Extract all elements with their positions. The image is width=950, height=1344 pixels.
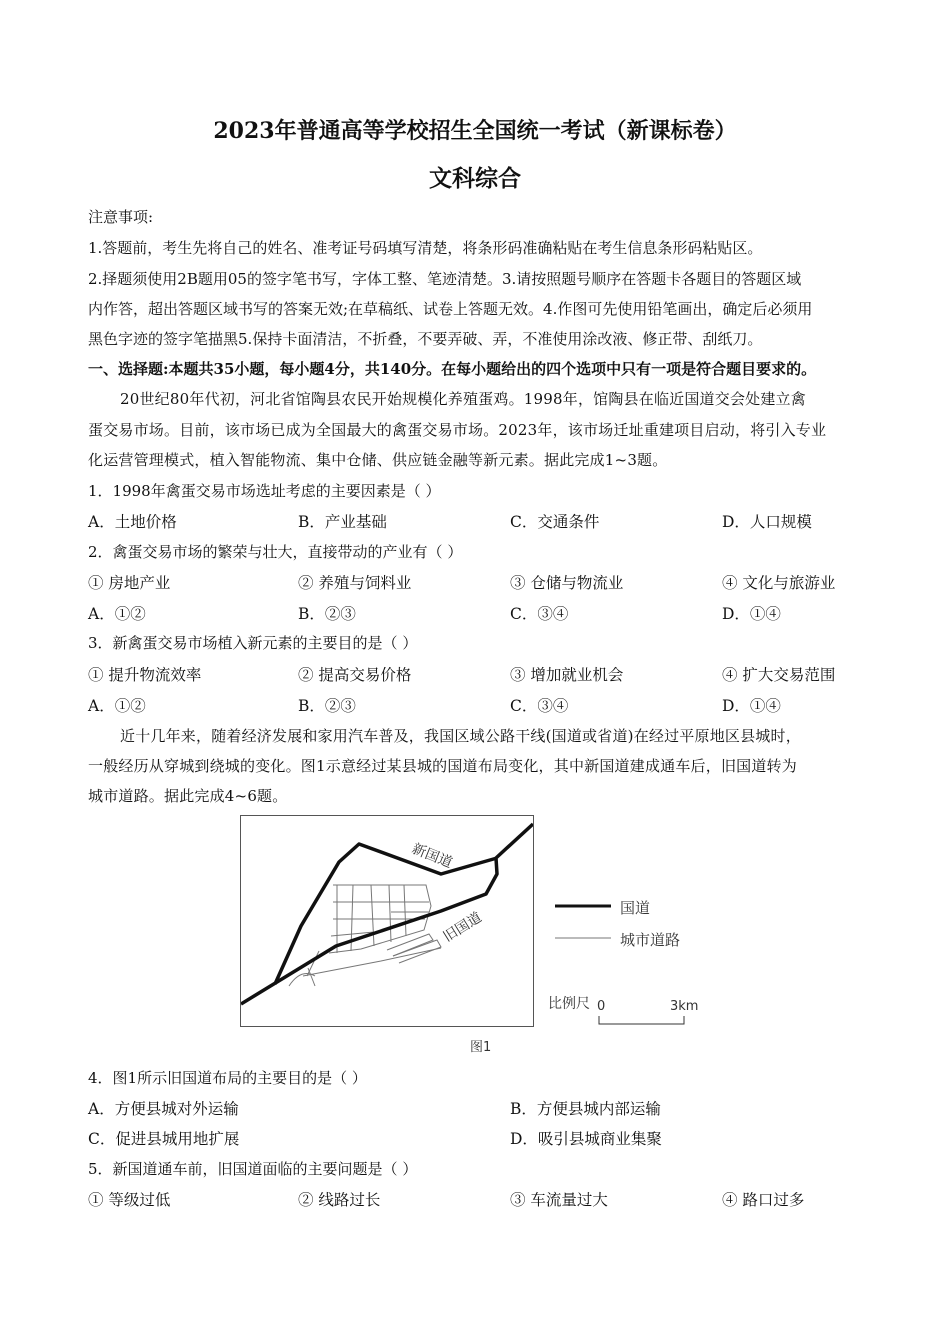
notice-line: 1.答题前，考生先将自己的姓名、准考证号码填写清楚，将条形码准确粘贴在考生信息条形码粘贴区。: [88, 239, 763, 257]
scale-label: 比例尺: [548, 996, 590, 1012]
q3-option-a[interactable]: A．①②: [88, 697, 146, 715]
question-4-stem: 4．图1所示旧国道布局的主要目的是（ ）: [88, 1069, 367, 1087]
q5-item: ② 线路过长: [298, 1191, 381, 1209]
q2-item: ② 养殖与饲料业: [298, 574, 412, 592]
q5-item: ④ 路口过多: [722, 1191, 805, 1209]
q4-option-c[interactable]: C．促进县城用地扩展: [88, 1130, 240, 1148]
road-map: [241, 816, 533, 1026]
q2-item: ④ 文化与旅游业: [722, 574, 836, 592]
passage-line: 近十几年来，随着经济发展和家用汽车普及，我国区域公路干线(国道或省道)在经过平原地区县城时，: [120, 727, 801, 745]
passage-line: 一般经历从穿城到绕城的变化。图1示意经过某县城的国道布局变化，其中新国道建成通车后，旧国道转为: [88, 757, 797, 775]
legend-national-road: 国道: [620, 899, 651, 917]
q1-option-a[interactable]: A．土地价格: [88, 513, 177, 531]
passage-line: 蛋交易市场。目前，该市场已成为全国最大的禽蛋交易市场。2023年，该市场迁址重建项目启动，将引入专业: [88, 421, 827, 439]
q2-item: ③ 仓储与物流业: [510, 574, 624, 592]
notice-line: 黑色字迹的签字笔描黑5.保持卡面清洁，不折叠，不要弄破、弄，不准使用涂改液、修正带、刮纸刀。: [88, 330, 763, 348]
question-3-stem: 3．新禽蛋交易市场植入新元素的主要目的是（ ）: [88, 634, 418, 652]
q3-option-c[interactable]: C．③④: [510, 697, 569, 715]
passage-line: 20世纪80年代初，河北省馆陶县农民开始规模化养殖蛋鸡。1998年，馆陶县在临近国道交会处建立禽: [120, 390, 806, 408]
notice-heading: 注意事项:: [88, 208, 154, 226]
q3-item: ③ 增加就业机会: [510, 666, 624, 684]
q5-item: ① 等级过低: [88, 1191, 171, 1209]
q4-option-a[interactable]: A．方便县城对外运输: [88, 1100, 239, 1118]
legend-swatches: [555, 898, 615, 948]
q1-option-c[interactable]: C．交通条件: [510, 513, 600, 531]
q2-item: ① 房地产业: [88, 574, 171, 592]
old-road-label: 旧国道: [440, 909, 485, 946]
exam-title: 2023年普通高等学校招生全国统一考试（新课标卷）: [213, 118, 737, 144]
q5-item: ③ 车流量过大: [510, 1191, 608, 1209]
question-1-stem: 1．1998年禽蛋交易市场选址考虑的主要因素是（ ）: [88, 482, 441, 500]
q3-item: ④ 扩大交易范围: [722, 666, 836, 684]
q2-option-b[interactable]: B．②③: [298, 605, 356, 623]
notice-line: 2.择题须使用2B题用05的签字笔书写，字体工整、笔迹清楚。3.请按照题号顺序在答题卡各题目的答题区域: [88, 270, 802, 288]
question-2-stem: 2．禽蛋交易市场的繁荣与壮大，直接带动的产业有（ ）: [88, 543, 463, 561]
question-5-stem: 5．新国道通车前，旧国道面临的主要问题是（ ）: [88, 1160, 418, 1178]
figure-caption: 图1: [470, 1040, 492, 1055]
section-heading: 一、选择题:本题共35小题，每小题4分，共140分。在每小题给出的四个选项中只有一项是符合题目要求的。: [88, 360, 817, 378]
legend-city-road: 城市道路: [620, 931, 681, 949]
q3-option-b[interactable]: B．②③: [298, 697, 356, 715]
q2-option-a[interactable]: A．①②: [88, 605, 146, 623]
q4-option-b[interactable]: B．方便县城内部运输: [510, 1100, 661, 1118]
q4-option-d[interactable]: D．吸引县城商业集聚: [510, 1130, 662, 1148]
scale-end: 3km: [670, 999, 699, 1014]
exam-subtitle: 文科综合: [429, 165, 521, 192]
scale-start: 0: [597, 999, 606, 1014]
q2-option-c[interactable]: C．③④: [510, 605, 569, 623]
q1-option-b[interactable]: B．产业基础: [298, 513, 387, 531]
scale-bar: [598, 1014, 688, 1026]
road-map-figure: [240, 815, 534, 1027]
q1-option-d[interactable]: D．人口规模: [722, 513, 812, 531]
passage-line: 城市道路。据此完成4~6题。: [88, 787, 288, 805]
old-national-road: [241, 824, 533, 1004]
q3-item: ② 提高交易价格: [298, 666, 412, 684]
new-road-label: 新国道: [409, 840, 455, 872]
q3-option-d[interactable]: D．①④: [722, 697, 781, 715]
passage-line: 化运营管理模式，植入智能物流、集中仓储、供应链金融等新元素。据此完成1~3题。: [88, 451, 668, 469]
notice-line: 内作答，超出答题区域书写的答案无效;在草稿纸、试卷上答题无效。4.作图可先使用铅笔画出，确定后必须用: [88, 300, 813, 318]
q2-option-d[interactable]: D．①④: [722, 605, 781, 623]
q3-item: ① 提升物流效率: [88, 666, 202, 684]
